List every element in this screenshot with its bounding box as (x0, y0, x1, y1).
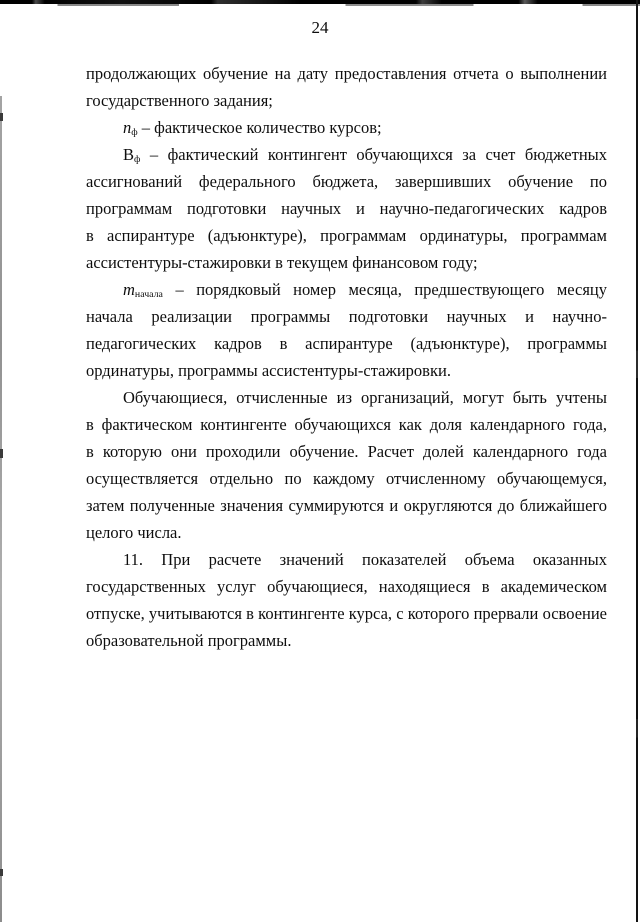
paragraph (86, 384, 607, 546)
scan-artifact-left-mark (0, 449, 3, 458)
text-run: В (123, 145, 135, 164)
variable-subscript: начала (134, 289, 163, 301)
paragraph (86, 60, 607, 114)
paragraph (86, 141, 607, 276)
text-run: – фактическое количество курсов; (137, 118, 382, 137)
paragraph (86, 546, 607, 654)
scan-artifact-top-edge (0, 0, 640, 4)
scan-artifact-left-mark (0, 113, 3, 121)
text-run: продолжающих обучение на дату предоставления отчета о выполнении государственного задания; (86, 64, 607, 110)
text-run: Обучающиеся, отчисленные из организаций, могут быть учтены в фактическом контингенте обучающихся как доля календарного года, в которую они проходили обучение. Расчет долей календарного года осуществляется отдельно по каждому отчисленному обучающемуся, затем полученные значения суммируются и округляются до ближайшего целого числа. (86, 388, 607, 542)
variable-symbol: n (123, 118, 132, 137)
text-run: – порядковый номер месяца, предшествующего месяцу начала реализации программы подготовки научных и научно-педагогических кадров в аспирантуре (адъюнктуре), программы ординатуры, программы ассистентуры-стажировки. (86, 280, 607, 380)
paragraph (86, 114, 607, 141)
scan-artifact-left-edge (0, 96, 2, 922)
scan-artifact-left-mark (0, 869, 3, 876)
scan-artifact-right-edge (636, 0, 638, 922)
page-number: 24 (311, 18, 329, 37)
text-run: – фактический контингент обучающихся за счет бюджетных ассигнований федерального бюджета, завершивших обучение по программам подготовки научных и научно-педагогических кадров в аспирантуре (адъюнктуре), программам ординатуры, программам ассистентуры-стажировки в текущем финансовом году; (86, 145, 607, 272)
document-body (86, 60, 607, 654)
paragraph (86, 276, 607, 384)
variable-subscript: ф (131, 127, 138, 139)
variable-symbol: m (123, 280, 135, 299)
text-run: 11. При расчете значений показателей объема оказанных государственных услуг обучающиеся, находящиеся в академическом отпуске, учитываются в контингенте курса, с которого прервали освоение образовательной программы. (86, 550, 607, 650)
variable-subscript: ф (134, 154, 141, 166)
